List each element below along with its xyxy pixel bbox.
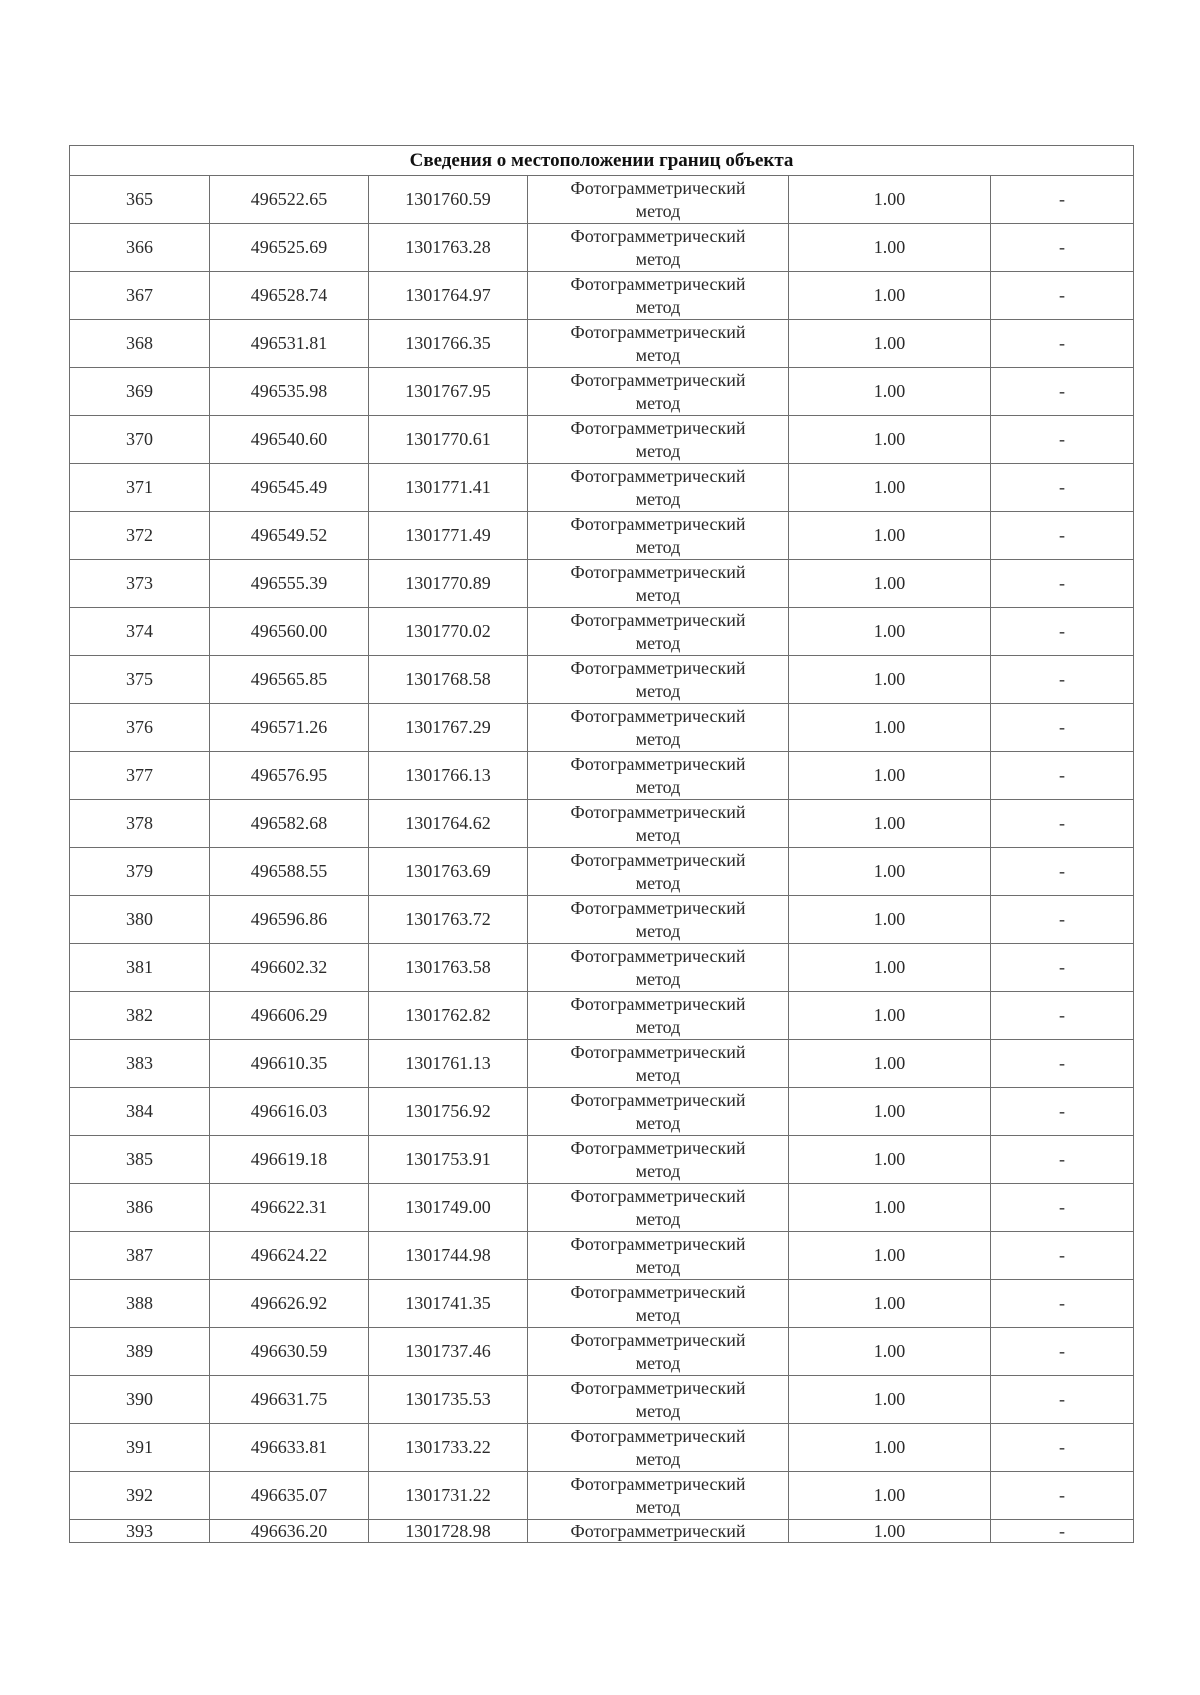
x-coordinate-cell: 496522.65 (210, 176, 369, 224)
accuracy-cell: 1.00 (789, 1040, 991, 1088)
method-line1: Фотограмметрический (570, 1185, 746, 1206)
x-coordinate-cell: 496582.68 (210, 800, 369, 848)
table-row (70, 848, 1134, 896)
y-coordinate-cell: 1301767.29 (369, 704, 528, 752)
accuracy-cell: 1.00 (789, 1520, 991, 1543)
method-line1: Фотограмметрический (570, 1425, 746, 1446)
method-line1: Фотограмметрический (570, 1281, 746, 1302)
x-coordinate-cell: 496531.81 (210, 320, 369, 368)
point-number-cell: 374 (70, 608, 210, 656)
x-coordinate-cell: 496571.26 (210, 704, 369, 752)
x-coordinate-cell: 496616.03 (210, 1088, 369, 1136)
method-line2: метод (635, 824, 681, 845)
point-number-cell: 389 (70, 1328, 210, 1376)
x-coordinate-cell: 496635.07 (210, 1472, 369, 1520)
method-line2: метод (635, 1448, 681, 1469)
y-coordinate-cell: 1301731.22 (369, 1472, 528, 1520)
method-line1: Фотограмметрический (570, 897, 746, 918)
table-title-row (70, 146, 1134, 176)
y-coordinate-cell: 1301768.58 (369, 656, 528, 704)
method-line1: Фотограмметрический (570, 561, 746, 582)
method-cell (528, 1232, 789, 1280)
note-cell: - (991, 1184, 1134, 1232)
point-number-cell: 367 (70, 272, 210, 320)
note-cell: - (991, 848, 1134, 896)
accuracy-cell: 1.00 (789, 992, 991, 1040)
method-line2: метод (635, 1208, 681, 1229)
note-cell: - (991, 1280, 1134, 1328)
point-number-cell: 369 (70, 368, 210, 416)
y-coordinate-cell: 1301753.91 (369, 1136, 528, 1184)
method-line1: Фотограмметрический (570, 1041, 746, 1062)
point-number-cell: 373 (70, 560, 210, 608)
method-cell (528, 704, 789, 752)
accuracy-cell: 1.00 (789, 848, 991, 896)
table-row (70, 1040, 1134, 1088)
x-coordinate-cell: 496560.00 (210, 608, 369, 656)
table-row (70, 1520, 1134, 1543)
method-line2: метод (635, 1112, 681, 1133)
point-number-cell: 388 (70, 1280, 210, 1328)
x-coordinate-cell: 496606.29 (210, 992, 369, 1040)
y-coordinate-cell: 1301770.89 (369, 560, 528, 608)
method-cell (528, 800, 789, 848)
accuracy-cell: 1.00 (789, 512, 991, 560)
method-line1: Фотограмметрический (570, 1137, 746, 1158)
method-line1: Фотограмметрический (570, 1377, 746, 1398)
method-line2: метод (635, 344, 681, 365)
method-line2: метод (635, 296, 681, 317)
method-line2: метод (635, 776, 681, 797)
method-cell (528, 416, 789, 464)
y-coordinate-cell: 1301763.72 (369, 896, 528, 944)
point-number-cell: 371 (70, 464, 210, 512)
note-cell: - (991, 656, 1134, 704)
method-cell (528, 1376, 789, 1424)
table-row (70, 704, 1134, 752)
table-row (70, 752, 1134, 800)
method-line1: Фотограмметрический (570, 993, 746, 1014)
y-coordinate-cell: 1301763.69 (369, 848, 528, 896)
table-row (70, 416, 1134, 464)
table-row (70, 320, 1134, 368)
method-cell (528, 1520, 789, 1543)
method-cell (528, 1424, 789, 1472)
accuracy-cell: 1.00 (789, 1424, 991, 1472)
note-cell: - (991, 1520, 1134, 1543)
note-cell: - (991, 1136, 1134, 1184)
point-number-cell: 376 (70, 704, 210, 752)
point-number-cell: 382 (70, 992, 210, 1040)
accuracy-cell: 1.00 (789, 1088, 991, 1136)
note-cell: - (991, 416, 1134, 464)
point-number-cell: 386 (70, 1184, 210, 1232)
method-line2: метод (635, 1160, 681, 1181)
note-cell: - (991, 1376, 1134, 1424)
table-row (70, 224, 1134, 272)
point-number-cell: 368 (70, 320, 210, 368)
x-coordinate-cell: 496619.18 (210, 1136, 369, 1184)
x-coordinate-cell: 496602.32 (210, 944, 369, 992)
accuracy-cell: 1.00 (789, 1472, 991, 1520)
table-row (70, 368, 1134, 416)
method-line2: метод (635, 536, 681, 557)
method-line1: Фотограмметрический (570, 657, 746, 678)
method-cell (528, 1040, 789, 1088)
table-row (70, 1088, 1134, 1136)
table-row (70, 944, 1134, 992)
point-number-cell: 393 (70, 1520, 210, 1543)
y-coordinate-cell: 1301766.13 (369, 752, 528, 800)
method-cell (528, 1088, 789, 1136)
table-body (70, 176, 1134, 1543)
point-number-cell: 385 (70, 1136, 210, 1184)
point-number-cell: 378 (70, 800, 210, 848)
y-coordinate-cell: 1301762.82 (369, 992, 528, 1040)
accuracy-cell: 1.00 (789, 1328, 991, 1376)
method-line1: Фотограмметрический (570, 177, 746, 198)
method-cell (528, 608, 789, 656)
method-cell (528, 512, 789, 560)
note-cell: - (991, 608, 1134, 656)
method-line2: метод (635, 1496, 681, 1517)
method-cell (528, 1328, 789, 1376)
method-line1: Фотограмметрический (570, 273, 746, 294)
accuracy-cell: 1.00 (789, 1232, 991, 1280)
method-line1: Фотограмметрический (570, 465, 746, 486)
method-line2: метод (635, 1352, 681, 1373)
note-cell: - (991, 368, 1134, 416)
y-coordinate-cell: 1301761.13 (369, 1040, 528, 1088)
note-cell: - (991, 944, 1134, 992)
accuracy-cell: 1.00 (789, 1136, 991, 1184)
method-line1: Фотограмметрический (570, 1329, 746, 1350)
x-coordinate-cell: 496588.55 (210, 848, 369, 896)
y-coordinate-cell: 1301733.22 (369, 1424, 528, 1472)
accuracy-cell: 1.00 (789, 752, 991, 800)
x-coordinate-cell: 496565.85 (210, 656, 369, 704)
point-number-cell: 380 (70, 896, 210, 944)
table-row (70, 1472, 1134, 1520)
accuracy-cell: 1.00 (789, 800, 991, 848)
point-number-cell: 384 (70, 1088, 210, 1136)
method-line1: Фотограмметрический (570, 369, 746, 390)
note-cell: - (991, 896, 1134, 944)
y-coordinate-cell: 1301764.62 (369, 800, 528, 848)
note-cell: - (991, 1040, 1134, 1088)
accuracy-cell: 1.00 (789, 176, 991, 224)
method-line1: Фотограмметрический (570, 609, 746, 630)
table-row (70, 464, 1134, 512)
y-coordinate-cell: 1301744.98 (369, 1232, 528, 1280)
note-cell: - (991, 176, 1134, 224)
note-cell: - (991, 1088, 1134, 1136)
note-cell: - (991, 560, 1134, 608)
point-number-cell: 375 (70, 656, 210, 704)
y-coordinate-cell: 1301749.00 (369, 1184, 528, 1232)
method-line1: Фотограмметрический (570, 1473, 746, 1494)
x-coordinate-cell: 496525.69 (210, 224, 369, 272)
y-coordinate-cell: 1301766.35 (369, 320, 528, 368)
x-coordinate-cell: 496555.39 (210, 560, 369, 608)
accuracy-cell: 1.00 (789, 608, 991, 656)
method-line2: метод (635, 680, 681, 701)
x-coordinate-cell: 496549.52 (210, 512, 369, 560)
method-line2: метод (635, 200, 681, 221)
accuracy-cell: 1.00 (789, 464, 991, 512)
point-number-cell: 372 (70, 512, 210, 560)
method-line1: Фотограмметрический (570, 801, 746, 822)
x-coordinate-cell: 496630.59 (210, 1328, 369, 1376)
point-number-cell: 392 (70, 1472, 210, 1520)
y-coordinate-cell: 1301763.28 (369, 224, 528, 272)
table-row (70, 1280, 1134, 1328)
point-number-cell: 379 (70, 848, 210, 896)
y-coordinate-cell: 1301756.92 (369, 1088, 528, 1136)
note-cell: - (991, 464, 1134, 512)
method-line1: Фотограмметрический (570, 417, 746, 438)
method-cell (528, 1184, 789, 1232)
method-cell (528, 176, 789, 224)
accuracy-cell: 1.00 (789, 560, 991, 608)
method-line2: метод (635, 392, 681, 413)
accuracy-cell: 1.00 (789, 896, 991, 944)
table-title: Сведения о местоположении границ объекта (70, 146, 1134, 176)
method-cell (528, 272, 789, 320)
method-cell (528, 848, 789, 896)
note-cell: - (991, 752, 1134, 800)
method-cell (528, 1280, 789, 1328)
y-coordinate-cell: 1301760.59 (369, 176, 528, 224)
point-number-cell: 365 (70, 176, 210, 224)
method-cell (528, 896, 789, 944)
method-line2: метод (635, 248, 681, 269)
method-cell (528, 1136, 789, 1184)
method-line1: Фотограмметрический (570, 513, 746, 534)
table-row (70, 608, 1134, 656)
y-coordinate-cell: 1301728.98 (369, 1520, 528, 1543)
method-line1: Фотограмметрический (570, 1089, 746, 1110)
method-line2: метод (635, 1304, 681, 1325)
table-row (70, 1232, 1134, 1280)
method-cell (528, 656, 789, 704)
method-line2: метод (635, 968, 681, 989)
accuracy-cell: 1.00 (789, 416, 991, 464)
accuracy-cell: 1.00 (789, 704, 991, 752)
method-line2: метод (635, 728, 681, 749)
method-line2: метод (635, 584, 681, 605)
x-coordinate-cell: 496631.75 (210, 1376, 369, 1424)
x-coordinate-cell: 496528.74 (210, 272, 369, 320)
method-cell (528, 464, 789, 512)
note-cell: - (991, 1232, 1134, 1280)
note-cell: - (991, 224, 1134, 272)
x-coordinate-cell: 496576.95 (210, 752, 369, 800)
note-cell: - (991, 1328, 1134, 1376)
y-coordinate-cell: 1301741.35 (369, 1280, 528, 1328)
y-coordinate-cell: 1301771.49 (369, 512, 528, 560)
table-row (70, 656, 1134, 704)
point-number-cell: 381 (70, 944, 210, 992)
x-coordinate-cell: 496596.86 (210, 896, 369, 944)
x-coordinate-cell: 496622.31 (210, 1184, 369, 1232)
boundary-coordinates-table (69, 145, 1134, 1543)
method-line2: метод (635, 1256, 681, 1277)
method-line1: Фотограмметрический (570, 945, 746, 966)
x-coordinate-cell: 496540.60 (210, 416, 369, 464)
method-line2: метод (635, 1016, 681, 1037)
x-coordinate-cell: 496610.35 (210, 1040, 369, 1088)
method-line1: Фотограмметрический (570, 225, 746, 246)
x-coordinate-cell: 496636.20 (210, 1520, 369, 1543)
table-row (70, 176, 1134, 224)
method-cell (528, 368, 789, 416)
method-line2: метод (635, 488, 681, 509)
method-cell (528, 752, 789, 800)
table-row (70, 1184, 1134, 1232)
method-line1: Фотограмметрический (570, 705, 746, 726)
method-cell (528, 944, 789, 992)
accuracy-cell: 1.00 (789, 368, 991, 416)
method-line1: Фотограмметрический (570, 1521, 746, 1541)
accuracy-cell: 1.00 (789, 320, 991, 368)
accuracy-cell: 1.00 (789, 224, 991, 272)
table-row (70, 992, 1134, 1040)
note-cell: - (991, 992, 1134, 1040)
y-coordinate-cell: 1301771.41 (369, 464, 528, 512)
method-line1: Фотограмметрический (570, 321, 746, 342)
point-number-cell: 366 (70, 224, 210, 272)
y-coordinate-cell: 1301770.61 (369, 416, 528, 464)
accuracy-cell: 1.00 (789, 272, 991, 320)
x-coordinate-cell: 496535.98 (210, 368, 369, 416)
y-coordinate-cell: 1301770.02 (369, 608, 528, 656)
point-number-cell: 390 (70, 1376, 210, 1424)
method-cell (528, 560, 789, 608)
method-line2: метод (635, 632, 681, 653)
point-number-cell: 370 (70, 416, 210, 464)
method-line1: Фотограмметрический (570, 849, 746, 870)
y-coordinate-cell: 1301735.53 (369, 1376, 528, 1424)
table-row (70, 560, 1134, 608)
point-number-cell: 383 (70, 1040, 210, 1088)
table-row (70, 1424, 1134, 1472)
table-row (70, 896, 1134, 944)
method-line1: Фотограмметрический (570, 1233, 746, 1254)
method-line2: метод (635, 1064, 681, 1085)
method-line1: Фотограмметрический (570, 753, 746, 774)
accuracy-cell: 1.00 (789, 1280, 991, 1328)
y-coordinate-cell: 1301767.95 (369, 368, 528, 416)
note-cell: - (991, 800, 1134, 848)
point-number-cell: 377 (70, 752, 210, 800)
table-row (70, 1136, 1134, 1184)
x-coordinate-cell: 496633.81 (210, 1424, 369, 1472)
y-coordinate-cell: 1301763.58 (369, 944, 528, 992)
method-cell (528, 1472, 789, 1520)
method-line2: метод (635, 440, 681, 461)
x-coordinate-cell: 496624.22 (210, 1232, 369, 1280)
point-number-cell: 391 (70, 1424, 210, 1472)
method-cell (528, 320, 789, 368)
table-row (70, 272, 1134, 320)
method-line2: метод (635, 920, 681, 941)
table-row (70, 800, 1134, 848)
method-cell (528, 992, 789, 1040)
note-cell: - (991, 1472, 1134, 1520)
accuracy-cell: 1.00 (789, 944, 991, 992)
accuracy-cell: 1.00 (789, 656, 991, 704)
note-cell: - (991, 320, 1134, 368)
table-row (70, 1328, 1134, 1376)
method-line2: метод (635, 872, 681, 893)
point-number-cell: 387 (70, 1232, 210, 1280)
accuracy-cell: 1.00 (789, 1376, 991, 1424)
method-cell (528, 224, 789, 272)
x-coordinate-cell: 496545.49 (210, 464, 369, 512)
y-coordinate-cell: 1301764.97 (369, 272, 528, 320)
note-cell: - (991, 272, 1134, 320)
table-row (70, 1376, 1134, 1424)
note-cell: - (991, 512, 1134, 560)
note-cell: - (991, 704, 1134, 752)
table-row (70, 512, 1134, 560)
accuracy-cell: 1.00 (789, 1184, 991, 1232)
x-coordinate-cell: 496626.92 (210, 1280, 369, 1328)
note-cell: - (991, 1424, 1134, 1472)
y-coordinate-cell: 1301737.46 (369, 1328, 528, 1376)
method-line2: метод (635, 1400, 681, 1421)
